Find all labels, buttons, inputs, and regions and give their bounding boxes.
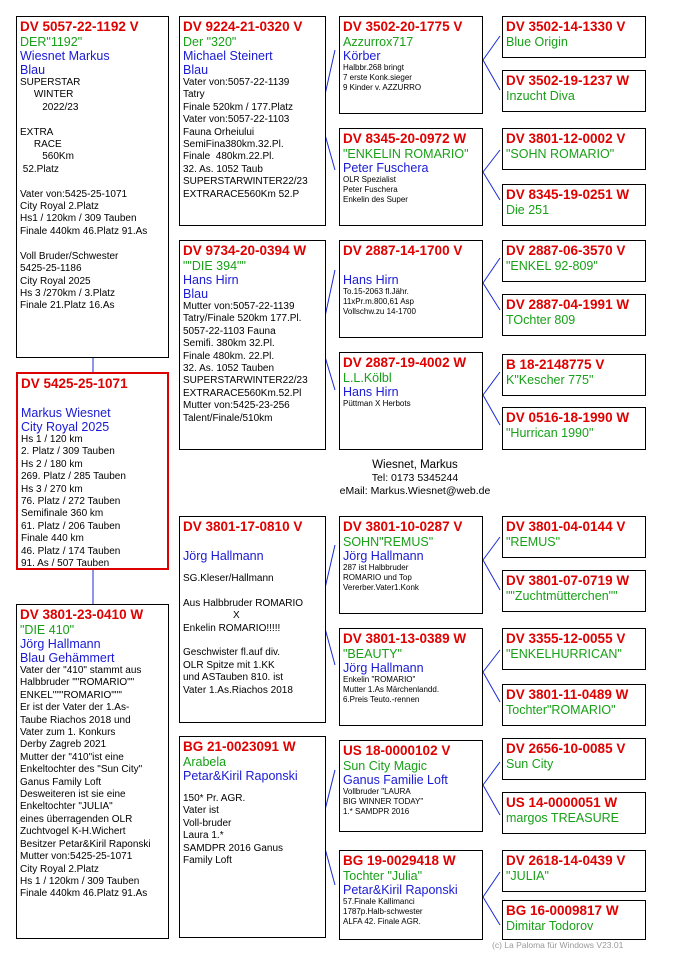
gen4-card-16[interactable] <box>502 900 646 940</box>
pigeon-name <box>343 259 479 273</box>
notes: Püttman X Herbots <box>343 399 411 408</box>
ring-number: DV 3355-12-0055 V <box>506 631 626 646</box>
ring-number: B 18-2148775 V <box>506 357 605 372</box>
breeder-info <box>330 458 500 498</box>
ring-number: DV 2887-14-1700 V <box>343 243 463 258</box>
pigeon-name: Arabela <box>183 755 227 769</box>
gen3-card-2[interactable] <box>339 128 483 226</box>
ring-number: BG 16-0009817 W <box>506 903 619 918</box>
notes: Halbbr.268 bringt 7 erste Konk.sieger 9 Kinder v. AZZURRO <box>343 63 422 92</box>
ring-number: DV 2887-04-1991 W <box>506 297 630 312</box>
gen3-card-1[interactable] <box>339 16 483 114</box>
gen4-card-2[interactable] <box>502 70 646 112</box>
pigeon-name: Dimitar Todorov <box>506 919 594 933</box>
ring-number: DV 3502-19-1237 W <box>506 73 630 88</box>
ring-number: DV 5057-22-1192 V <box>20 19 139 34</box>
ring-number: US 18-0000102 V <box>343 743 451 758</box>
pigeon-color: Blau <box>183 63 209 77</box>
ring-number: BG 19-0029418 W <box>343 853 456 868</box>
ring-number: DV 2887-19-4002 W <box>343 355 467 370</box>
gen3-card-5[interactable] <box>339 516 483 614</box>
notes: Enkelin "ROMARIO" Mutter 1.As Märchenlandd. 6.Preis Teuto.-rennen <box>343 675 440 704</box>
owner-name: Jörg Hallmann <box>343 661 424 675</box>
gen3-card-3[interactable] <box>339 240 483 338</box>
owner-name: Michael Steinert <box>183 49 273 63</box>
grandsire-maternal-card[interactable] <box>179 516 326 723</box>
granddam-paternal-card[interactable] <box>179 240 326 450</box>
pigeon-name: margos TREASURE <box>506 811 619 825</box>
gen4-card-6[interactable] <box>502 294 646 336</box>
pigeon-name: Inzucht Diva <box>506 89 575 103</box>
gen4-card-11[interactable] <box>502 628 646 670</box>
pigeon-name: "REMUS" <box>506 535 561 549</box>
subject-pigeon-card[interactable] <box>16 372 169 570</box>
pigeon-name: Tochter "Julia" <box>343 869 423 883</box>
pigeon-name: Die 251 <box>506 203 550 217</box>
owner-name: Petar&Kiril Raponski <box>183 769 298 783</box>
pigeon-name: L.L.Kölbl <box>343 371 392 385</box>
gen4-card-15[interactable] <box>502 850 646 892</box>
pigeon-name: Azzurrox717 <box>343 35 414 49</box>
pigeon-name <box>183 535 322 549</box>
gen4-card-9[interactable] <box>502 516 646 558</box>
gen4-card-8[interactable] <box>502 407 646 450</box>
pigeon-name: "Hurrican 1990" <box>506 426 594 440</box>
ring-number: DV 9734-20-0394 W <box>183 243 307 258</box>
ring-number: US 14-0000051 W <box>506 795 618 810</box>
footer-copyright: (c) La Paloma für Windows V23.01 <box>492 940 624 950</box>
grandsire-paternal-card[interactable] <box>179 16 326 226</box>
ring-number: DV 3801-12-0002 V <box>506 131 626 146</box>
owner-name: Jörg Hallmann <box>183 549 264 563</box>
pigeon-name: Der "320" <box>183 35 237 49</box>
ring-number: DV 2887-06-3570 V <box>506 243 626 258</box>
breeder-phone: Tel: 0173 5345244 <box>371 472 459 484</box>
gen4-card-1[interactable] <box>502 16 646 58</box>
owner-name: Jörg Hallmann <box>20 637 101 651</box>
owner-name: Körber <box>343 49 381 63</box>
notes: Hs 1 / 120 km 2. Platz / 309 Tauben Hs 2 / 180 km 269. Platz / 285 Tauben Hs 3 / 270 km 76. Platz / 272 Tauben Semifinale 360 km 61. Platz / 206 Tauben Finale 440 km 46. Platz / 174 Tauben 91. As / 507 Tauben <box>21 434 126 570</box>
breeder-name: Wiesnet, Markus <box>372 459 458 471</box>
notes: Vater der "410" stammt aus Halbbruder ""ROMARIO"" ENKEL"""ROMARIO""" Er ist der Vater der 1.As- Taube Riachos 2018 und Vater zum 1. Konkurs Derby Zagreb 2021 Mutter der "410"ist eine Enkeltochter des "Sun City" Ganus Family Loft Desweiteren ist sie eine Enkeltochter "JULIA" eines überragenden OLR Zuchtvogel K-H.Wichert Besitzer Petar&Kiril Raponski Mutter von:5425-25-1071 City Royal 2.Platz Hs 1 / 120km / 309 Tauben Finale 440km 46.Platz 91.As <box>20 665 151 900</box>
gen3-card-8[interactable] <box>339 850 483 940</box>
gen4-card-12[interactable] <box>502 684 646 726</box>
gen3-card-6[interactable] <box>339 628 483 726</box>
owner-name: Hans Hirn <box>343 273 399 287</box>
pigeon-name: "JULIA" <box>506 869 549 883</box>
pigeon-name: "SOHN ROMARIO" <box>506 147 615 161</box>
pigeon-name: Sun City <box>506 757 554 771</box>
ring-number: DV 3502-14-1330 V <box>506 19 626 34</box>
pigeon-name: "DIE 410" <box>20 623 75 637</box>
pigeon-color <box>183 563 322 573</box>
owner-name: Hans Hirn <box>343 385 399 399</box>
owner-name: Peter Fuschera <box>343 161 429 175</box>
owner-name: Hans Hirn <box>183 273 239 287</box>
gen4-card-10[interactable] <box>502 570 646 612</box>
owner-name: Wiesnet Markus <box>20 49 110 63</box>
ring-number: DV 2618-14-0439 V <box>506 853 626 868</box>
pigeon-name: ""DIE 394"" <box>183 259 246 273</box>
pigeon-name: Blue Origin <box>506 35 568 49</box>
pigeon-name: Tochter"ROMARIO" <box>506 703 616 717</box>
gen3-card-7[interactable] <box>339 740 483 832</box>
pigeon-name: "ENKEL 92-809" <box>506 259 598 273</box>
pigeon-color <box>183 783 322 793</box>
pigeon-color: Blau <box>183 287 209 301</box>
ring-number: DV 8345-20-0972 W <box>343 131 467 146</box>
ring-number: DV 0516-18-1990 W <box>506 410 630 425</box>
dam-card[interactable] <box>16 604 169 939</box>
pigeon-color: City Royal 2025 <box>21 420 110 434</box>
pigeon-name: SOHN"REMUS" <box>343 535 434 549</box>
owner-name: Jörg Hallmann <box>343 549 424 563</box>
ring-number: DV 9224-21-0320 V <box>183 19 303 34</box>
pigeon-name <box>21 392 164 406</box>
owner-name: Ganus Familie Loft <box>343 773 448 787</box>
ring-number: DV 3801-11-0489 W <box>506 687 629 702</box>
owner-name: Petar&Kiril Raponski <box>343 883 458 897</box>
gen3-card-4[interactable] <box>339 352 483 450</box>
ring-number: DV 3801-17-0810 V <box>183 519 303 534</box>
gen4-card-14[interactable] <box>502 792 646 834</box>
granddam-maternal-card[interactable] <box>179 736 326 938</box>
pigeon-name: DER"1192" <box>20 35 83 49</box>
notes: 57.Finale Kallimanci 1787p.Halb-schwester ALFA 42. Finale AGR. <box>343 897 423 926</box>
gen4-card-7[interactable] <box>502 354 646 396</box>
notes: Vater von:5057-22-1139 Tatry Finale 520km / 177.Platz Vater von:5057-22-1103 Fauna Orheiului SemiFina380km.32.Pl. Finale 480km.22.Pl. 32. As. 1052 Taub SUPERSTARWINTER22/23 EXTRARACE560Km 52.P <box>183 77 308 200</box>
notes: SUPERSTAR WINTER 2022/23 EXTRA RACE 560Km 52.Platz Vater von:5425-25-1071 City Royal 2.Platz Hs1 / 120km / 309 Tauben Finale 440km 46.Platz 91.As Voll Bruder/Schwester 5425-25-1186 City Royal 2025 Hs 3 /270km / 3.Platz Finale 21.Platz 16.As <box>20 77 148 312</box>
pigeon-color: Blau <box>20 63 46 77</box>
notes: OLR Spezialist Peter Fuschera Enkelin des Super <box>343 175 408 204</box>
gen4-card-4[interactable] <box>502 184 646 226</box>
ring-number: BG 21-0023091 W <box>183 739 296 754</box>
ring-number: DV 2656-10-0085 V <box>506 741 626 756</box>
ring-number: DV 3801-23-0410 W <box>20 607 144 622</box>
pigeon-name: "BEAUTY" <box>343 647 402 661</box>
owner-name: Markus Wiesnet <box>21 406 111 420</box>
notes: To.15-2063 fl.Jähr. 11xPr.m.800,61 Asp Vollschw.zu 14-1700 <box>343 287 416 316</box>
pigeon-color: Blau Gehämmert <box>20 651 115 665</box>
pigeon-name: "ENKELIN ROMARIO" <box>343 147 469 161</box>
ring-number: DV 8345-19-0251 W <box>506 187 630 202</box>
notes: Vollbruder "LAURA BIG WINNER TODAY" 1.* SAMDPR 2016 <box>343 787 424 816</box>
notes: 150* Pr. AGR. Vater ist Voll-bruder Laura 1.* SAMDPR 2016 Ganus Family Loft <box>183 793 284 867</box>
sire-card[interactable] <box>16 16 169 358</box>
ring-number: DV 3801-04-0144 V <box>506 519 626 534</box>
pigeon-name: ""Zuchtmütterchen"" <box>506 589 618 603</box>
ring-number: DV 3801-13-0389 W <box>343 631 467 646</box>
gen4-card-5[interactable] <box>502 240 646 282</box>
ring-number: DV 3801-10-0287 V <box>343 519 463 534</box>
breeder-email: eMail: Markus.Wiesnet@web.de <box>339 485 491 497</box>
notes: 287 ist Halbbruder ROMARIO und Top Vererber.Vater1.Konk <box>343 563 419 592</box>
notes: Mutter von:5057-22-1139 Tatry/Finale 520km 177.Pl. 5057-22-1103 Fauna Semifi. 380km 32.Pl. Finale 480km. 22.Pl. 32. As. 1052 Tauben SUPERSTARWINTER22/23 EXTRARACE560Km.52.Pl Mutter von:5425-23-256 Talent/Finale/510km <box>183 301 308 424</box>
notes: SG.Kleser/Hallmann Aus Halbbruder ROMARIO X Enkelin ROMARIO!!!!! Geschwister fl.auf div. OLR Spitze mit 1.KK und ASTauben 810. ist Vater 1.As.Riachos 2018 <box>183 573 304 696</box>
ring-number: DV 3502-20-1775 V <box>343 19 463 34</box>
gen4-card-3[interactable] <box>502 128 646 170</box>
gen4-card-13[interactable] <box>502 738 646 780</box>
pigeon-name: "ENKELHURRICAN" <box>506 647 622 661</box>
ring-number: DV 5425-25-1071 <box>21 376 128 391</box>
pigeon-name: K"Kescher 775" <box>506 373 594 387</box>
pigeon-name: TOchter 809 <box>506 313 576 327</box>
pigeon-name: Sun City Magic <box>343 759 428 773</box>
ring-number: DV 3801-07-0719 W <box>506 573 630 588</box>
